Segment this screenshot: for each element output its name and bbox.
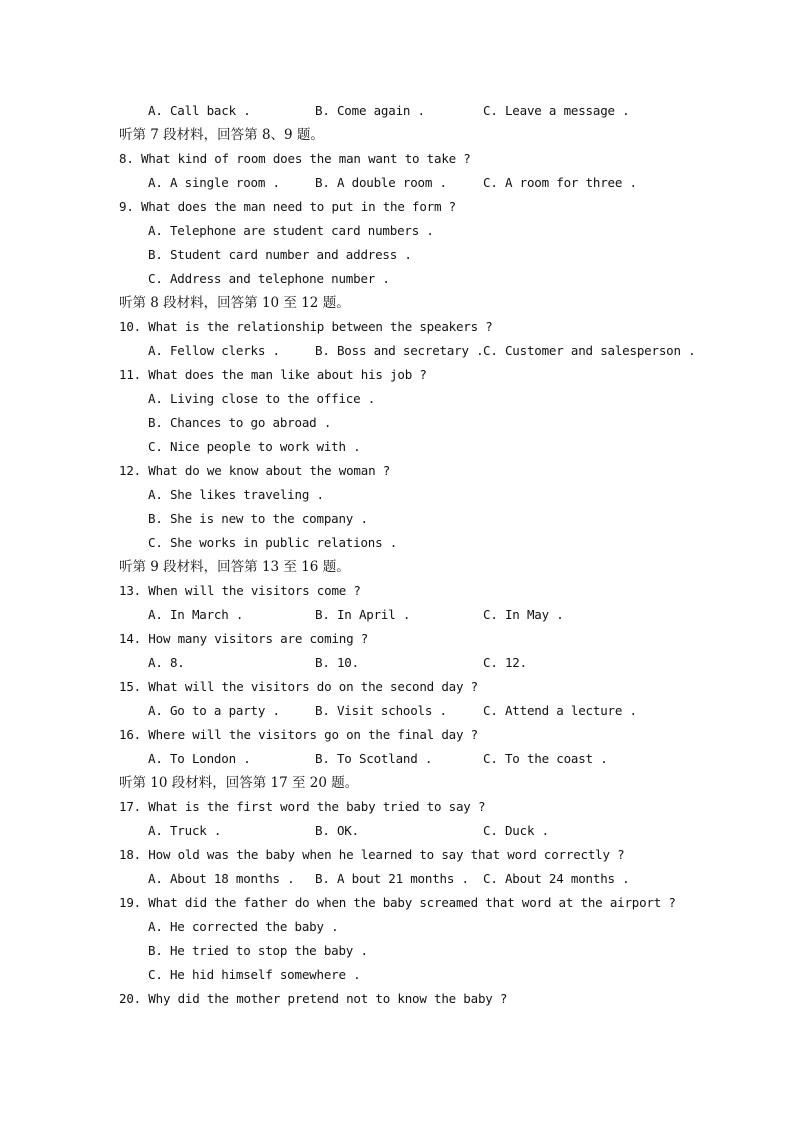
option-a: A. A single room . <box>148 175 280 190</box>
option-a: A. Living close to the office . <box>148 391 376 406</box>
option-b: B. 10. <box>315 655 359 670</box>
question-13: 13. When will the visitors come ? <box>119 583 361 598</box>
option-b: B. Visit schools . <box>315 703 447 718</box>
option-a: A. Call back . <box>148 103 251 118</box>
option-b: B. Boss and secretary . <box>315 343 484 358</box>
question-12: 12. What do we know about the woman ? <box>119 463 391 478</box>
option-c: C. He hid himself somewhere . <box>148 967 361 982</box>
option-c: C. 12. <box>483 655 527 670</box>
section-heading: 听第 10 段材料，回答第 17 至 20 题。 <box>119 775 359 791</box>
option-a: A. To London . <box>148 751 251 766</box>
option-a: A. He corrected the baby . <box>148 919 339 934</box>
option-b: B. He tried to stop the baby . <box>148 943 368 958</box>
option-c: C. Leave a message . <box>483 103 630 118</box>
option-b: B. A bout 21 months . <box>315 871 469 886</box>
question-11: 11. What does the man like about his job ? <box>119 367 427 382</box>
option-a: A. She likes traveling . <box>148 487 324 502</box>
option-c: C. Duck . <box>483 823 549 838</box>
question-15: 15. What will the visitors do on the second day ? <box>119 679 478 694</box>
section-heading: 听第 7 段材料，回答第 8、9 题。 <box>119 127 324 143</box>
question-19: 19. What did the father do when the baby screamed that word at the airport ? <box>119 895 676 910</box>
option-a: A. Truck . <box>148 823 222 838</box>
question-8: 8. What kind of room does the man want to take ? <box>119 151 471 166</box>
question-18: 18. How old was the baby when he learned to say that word correctly ? <box>119 847 625 862</box>
question-17: 17. What is the first word the baby tried to say ? <box>119 799 486 814</box>
option-b: B. A double room . <box>315 175 447 190</box>
option-c: C. Customer and salesperson . <box>483 343 696 358</box>
option-a: A. 8. <box>148 655 185 670</box>
option-c: C. Address and telephone number . <box>148 271 390 286</box>
question-14: 14. How many visitors are coming ? <box>119 631 369 646</box>
option-c: C. About 24 months . <box>483 871 630 886</box>
option-a: A. Fellow clerks . <box>148 343 280 358</box>
question-9: 9. What does the man need to put in the form ? <box>119 199 456 214</box>
option-c: C. Attend a lecture . <box>483 703 637 718</box>
option-b: B. She is new to the company . <box>148 511 368 526</box>
section-heading: 听第 8 段材料，回答第 10 至 12 题。 <box>119 295 350 311</box>
option-c: C. To the coast . <box>483 751 608 766</box>
option-a: A. Telephone are student card numbers . <box>148 223 434 238</box>
option-c: C. Nice people to work with . <box>148 439 361 454</box>
question-16: 16. Where will the visitors go on the final day ? <box>119 727 478 742</box>
option-a: A. About 18 months . <box>148 871 295 886</box>
question-20: 20. Why did the mother pretend not to know the baby ? <box>119 991 508 1006</box>
option-a: A. Go to a party . <box>148 703 280 718</box>
option-b: B. Chances to go abroad . <box>148 415 332 430</box>
option-b: B. Come again . <box>315 103 425 118</box>
section-heading: 听第 9 段材料，回答第 13 至 16 题。 <box>119 559 350 575</box>
option-b: B. OK. <box>315 823 359 838</box>
option-c: C. A room for three . <box>483 175 637 190</box>
option-c: C. In May . <box>483 607 564 622</box>
option-a: A. In March . <box>148 607 244 622</box>
option-b: B. Student card number and address . <box>148 247 412 262</box>
question-10: 10. What is the relationship between the speakers ? <box>119 319 493 334</box>
option-b: B. In April . <box>315 607 411 622</box>
option-b: B. To Scotland . <box>315 751 433 766</box>
option-c: C. She works in public relations . <box>148 535 398 550</box>
